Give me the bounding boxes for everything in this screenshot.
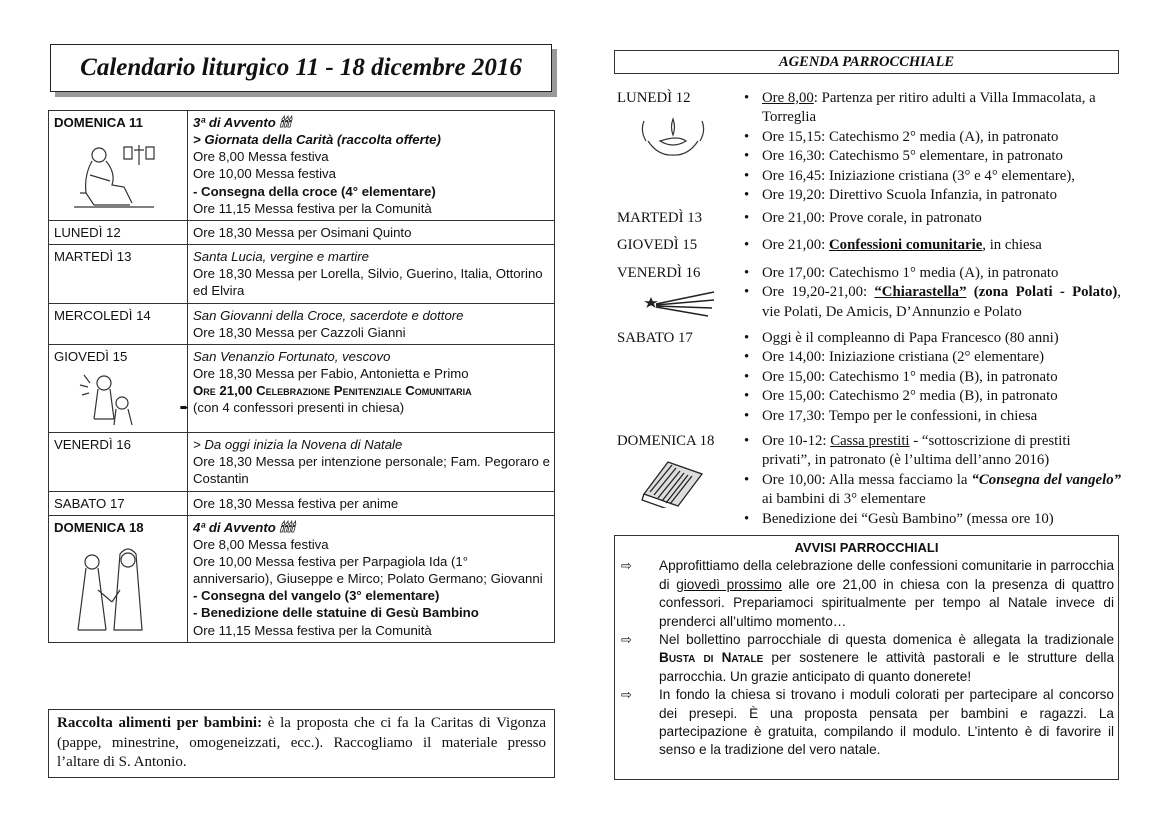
- hollow-arrow-icon: ⇨: [621, 632, 632, 648]
- agenda-list: [738, 209, 1121, 228]
- comet-star-icon: [638, 288, 718, 320]
- desc-cell: [188, 433, 555, 491]
- raccolta-text: è la proposta che ci fa la Caritas di Vigonza (pappe, minestrine, omogeneizzati, ecc.). Raccogliamo il materiale presso l’altare di S. Antonio.: [57, 715, 546, 770]
- nativity-couple-illustration: [54, 540, 164, 635]
- agenda-day: GIOVEDÌ 15: [617, 237, 698, 253]
- avvisi-title: AVVISI PARROCCHIALI: [794, 540, 939, 555]
- agenda-item: • Ore 15,00: Catechismo 1° media (B), in patronato: [738, 368, 1121, 387]
- table-row: [49, 245, 555, 303]
- line: Ore 8,00 Messa festiva: [193, 149, 329, 165]
- hollow-arrow-icon: ⇨: [621, 687, 632, 703]
- day-cell: [49, 344, 188, 432]
- confession-illustration: [54, 369, 154, 429]
- line: Ore 18,30 Messa per intenzione personale; Fam. Pegoraro e Costantin: [193, 454, 550, 487]
- desc-cell: Ore 18,30 Messa per Osimani Quinto: [188, 220, 555, 244]
- agenda-item: • Ore 8,00: Partenza per ritiro adulti a Villa Immacolata, a Torreglia: [738, 89, 1121, 128]
- agenda-list: [738, 264, 1121, 322]
- agenda-item: • Ore 17,30: Tempo per le confessioni, in chiesa: [738, 407, 1121, 426]
- agenda-item: • Ore 15,00: Catechismo 2° media (B), in patronato: [738, 387, 1121, 406]
- line: Ore 10,00 Messa festiva per Parpagiola Ida (1° anniversario), Giuseppe e Mirco; Polato Germano; Giovanni: [193, 553, 543, 587]
- agenda-item: • Ore 16,30: Catechismo 5° elementare, in patronato: [738, 147, 1121, 166]
- day-cell: MARTEDÌ 13: [49, 245, 188, 303]
- seated-man-illustration: [54, 135, 164, 215]
- agenda-day: MARTEDÌ 13: [617, 210, 703, 226]
- agenda-item: • Ore 21,00: Confessioni comunitarie, in chiesa: [738, 236, 1121, 255]
- line: Ore 18,30 Messa per Fabio, Antonietta e Primo: [193, 366, 469, 382]
- line: Ore 8,00 Messa festiva: [193, 536, 329, 552]
- agenda-day: DOMENICA 18: [617, 433, 715, 449]
- agenda-item: • Ore 10,00: Alla messa facciamo la “Consegna del vangelo” ai bambini di 3° elementare: [738, 471, 1121, 510]
- agenda-item: • Ore 17,00: Catechismo 1° media (A), in patronato: [738, 264, 1121, 283]
- desc-cell: [188, 245, 555, 303]
- line: - Benedizione delle statuine di Gesù Bambino: [193, 605, 479, 621]
- day-cell: LUNEDÌ 12: [49, 220, 188, 244]
- agenda-item: • Ore 10-12: Cassa prestiti - “sottoscrizione di prestiti privati”, in patronato (è l’ultima dell’anno 2016): [738, 432, 1121, 471]
- line: Santa Lucia, vergine e martire: [193, 249, 369, 265]
- table-row: [49, 491, 555, 515]
- line: (con 4 confessori presenti in chiesa): [193, 400, 405, 416]
- table-row: [49, 433, 555, 491]
- calendar-title-box: [50, 44, 552, 92]
- avvisi-box: [614, 535, 1119, 780]
- line: Ore 11,15 Messa festiva per la Comunità: [193, 200, 432, 216]
- agenda-monday: [614, 89, 1124, 204]
- desc-cell: [188, 344, 555, 432]
- table-row: [49, 303, 555, 344]
- line: San Giovanni della Croce, sacerdote e dottore: [193, 307, 464, 323]
- line: Ore 21,00 Celebrazione Penitenziale Comunitaria: [193, 383, 472, 399]
- line: 4ª di Avvento 🕯🕯🕯🕯: [193, 519, 295, 535]
- line: > Giornata della Carità (raccolta offerte): [193, 132, 441, 148]
- agenda-day: LUNEDÌ 12: [617, 90, 691, 106]
- day-label: DOMENICA 18: [54, 519, 144, 535]
- agenda-item: • Ore 16,45: Iniziazione cristiana (3° e 4° elementare),: [738, 167, 1121, 186]
- agenda-day: VENERDÌ 16: [617, 265, 701, 281]
- day-cell: SABATO 17: [49, 491, 188, 515]
- desc-cell: [188, 303, 555, 344]
- line: San Venanzio Fortunato, vescovo: [193, 348, 391, 364]
- agenda-item: • Ore 15,15: Catechismo 2° media (A), in patronato: [738, 128, 1121, 147]
- agenda-item: • Ore 21,00: Prove corale, in patronato: [738, 209, 1121, 228]
- line: Ore 18,30 Messa per Lorella, Silvio, Guerino, Italia, Ottorino ed Elvira: [193, 266, 543, 299]
- agenda-item: • Oggi è il compleanno di Papa Francesco (80 anni): [738, 329, 1121, 348]
- agenda-list: [738, 432, 1121, 529]
- calendar-title: Calendario liturgico 11 - 18 dicembre 2016: [80, 54, 522, 81]
- avviso-item: ⇨ Approfittiamo della celebrazione delle confessioni comunitarie in parrocchia di giovedì prossimo alle ore 21,00 in chiesa con la presenza di quattro confessori. Prepariamoci spiritualmente per tempo al Natale invece di prenderci all’ultimo momento…: [621, 558, 1114, 629]
- raccolta-lead: Raccolta alimenti per bambini:: [57, 715, 263, 731]
- arrow-icon: ➨: [179, 401, 189, 414]
- agenda-item: • Ore 19,20-21,00: “Chiarastella” (zona Polati - Polato), vie Polati, De Amicis, D’Annunzio e Polato: [738, 283, 1121, 322]
- agenda-day: SABATO 17: [617, 330, 693, 346]
- avviso-item: ⇨ Nel bollettino parrocchiale di questa domenica è allegata la tradizionale Busta di Natale per sostenere le attività pastorali e le strutture della parrocchia. Un grazie anticipato di quanto donerete!: [621, 632, 1115, 684]
- line: - Consegna del vangelo (3° elementare): [193, 588, 440, 604]
- line: > Da oggi inizia la Novena di Natale: [193, 437, 403, 453]
- avviso-item: ⇨ In fondo la chiesa si trovano i moduli colorati per partecipare al concorso dei presepi. È una proposta pensata per bambini e ragazzi. La partecipazione è gratuita, compilando il modulo. L’intento è di favorire il senso e la tradizione del vero natale.: [621, 687, 1114, 758]
- agenda-item: • Benedizione dei “Gesù Bambino” (messa ore 10): [738, 510, 1121, 529]
- agenda-item: • Ore 14,00: Iniziazione cristiana (2° elementare): [738, 348, 1121, 367]
- raccolta-box: [48, 709, 555, 778]
- desc-cell: [188, 515, 555, 642]
- day-label: DOMENICA 11: [54, 115, 143, 130]
- table-row: [49, 515, 555, 642]
- desc-cell: [188, 111, 555, 221]
- agenda-sunday: [614, 432, 1124, 532]
- liturgy-table: [48, 110, 555, 643]
- day-cell: MERCOLEDÌ 14: [49, 303, 188, 344]
- line: - Consegna della croce (4° elementare): [193, 183, 436, 199]
- line: Ore 11,15 Messa festiva per la Comunità: [193, 622, 432, 638]
- day-cell: [49, 515, 188, 642]
- agenda-list: [738, 236, 1121, 255]
- gospel-book-icon: [638, 456, 708, 508]
- day-cell: [49, 111, 188, 221]
- agenda-item: • Ore 19,20: Direttivo Scuola Infanzia, in patronato: [738, 186, 1121, 205]
- table-row: [49, 344, 555, 432]
- day-cell: VENERDÌ 16: [49, 433, 188, 491]
- hollow-arrow-icon: ⇨: [621, 558, 632, 574]
- day-label: GIOVEDÌ 15: [54, 348, 128, 364]
- agenda-list: [738, 329, 1121, 426]
- line: Ore 18,30 Messa per Cazzoli Gianni: [193, 324, 406, 340]
- agenda-friday: [614, 264, 1124, 326]
- table-row: [49, 220, 555, 244]
- line: Ore 10,00 Messa festiva: [193, 166, 336, 182]
- desc-cell: Ore 18,30 Messa festiva per anime: [188, 491, 555, 515]
- candle-hands-icon: [638, 111, 708, 161]
- table-row: [49, 111, 555, 221]
- agenda-heading: AGENDA PARROCCHIALE: [614, 50, 1119, 74]
- line: 3ª di Avvento 🕯🕯🕯: [193, 115, 291, 130]
- agenda-list: [738, 89, 1121, 205]
